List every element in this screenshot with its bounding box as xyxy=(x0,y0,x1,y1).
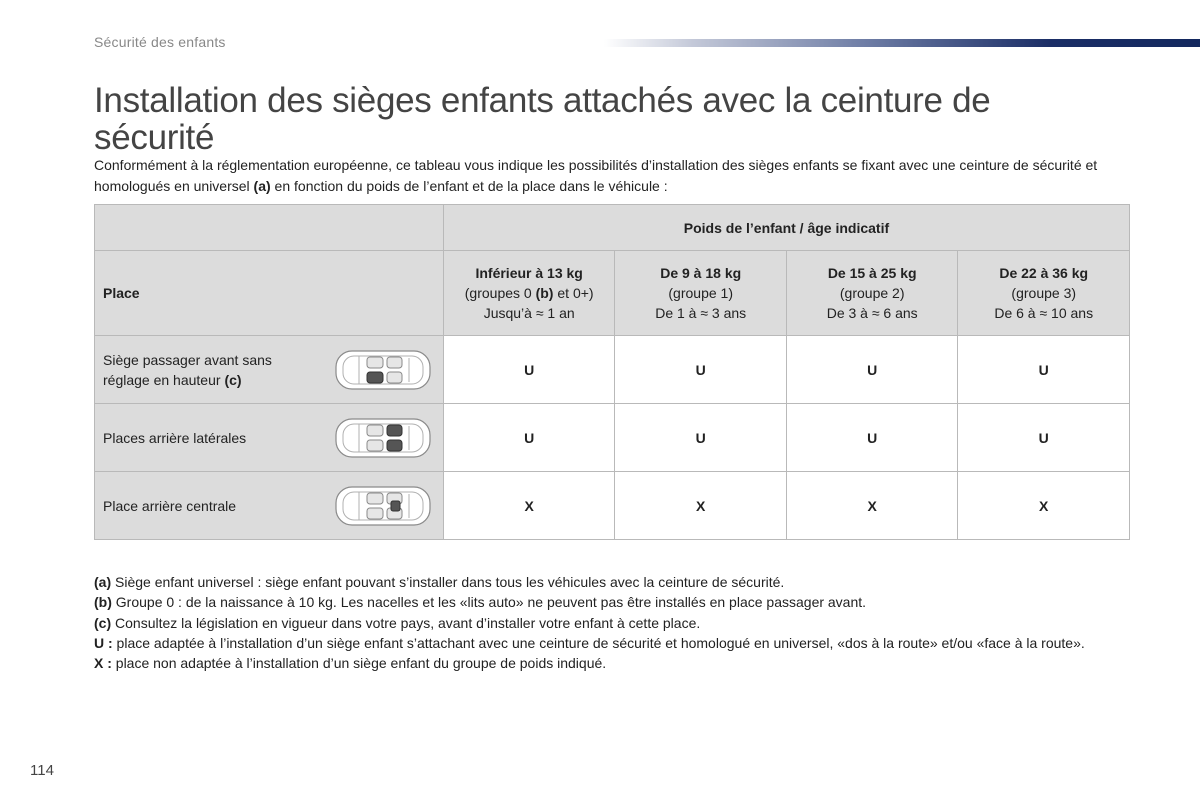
group-subtitle: (groupe 3) xyxy=(1011,285,1077,301)
page-title: Installation des sièges enfants attachés avec la ceinture de sécurité xyxy=(94,81,991,157)
table-top-header-row xyxy=(95,205,1130,251)
group-title: Inférieur à 13 kg xyxy=(475,265,583,281)
table-row xyxy=(95,404,1130,472)
car-rear-side-seats-icon xyxy=(333,414,433,462)
seat-ref-c: (c) xyxy=(224,371,242,388)
seat-place-cell xyxy=(95,404,444,472)
table-row xyxy=(95,336,1130,404)
seat-value-cell: U xyxy=(443,404,615,472)
seat-value-cell: U xyxy=(786,404,958,472)
intro-text-before: Conformément à la réglementation européenne, ce tableau vous indique les possibilités d’installation des sièges enfants se fixant avec une ceinture de sécurité et homologués en universel xyxy=(94,157,1098,194)
group-title: De 22 à 36 kg xyxy=(999,265,1089,281)
group-age: Jusqu’à ≈ 1 an xyxy=(483,305,575,321)
seat-value-cell: U xyxy=(786,336,958,404)
seat-value-cell: U xyxy=(958,404,1130,472)
intro-text-after: en fonction du poids de l’enfant et de la place dans le véhicule : xyxy=(270,178,668,194)
page-number: 114 xyxy=(30,762,54,779)
group-title: De 15 à 25 kg xyxy=(827,265,917,281)
group-subtitle: (groupe 1) xyxy=(668,285,733,301)
seat-value-cell: U xyxy=(443,336,615,404)
legend-x: X : place non adaptée à l’installation d’un siège enfant du groupe de poids indiqué. xyxy=(94,655,607,672)
group-header-1 xyxy=(615,251,787,336)
seat-value-cell: U xyxy=(615,404,787,472)
seat-place-label: Places arrière latérales xyxy=(103,429,247,446)
footnotes xyxy=(94,572,1134,673)
seat-value-cell: X xyxy=(958,472,1130,540)
seat-place-label: Place arrière centrale xyxy=(103,497,237,514)
group-header-3 xyxy=(958,251,1130,336)
group-age: De 1 à ≈ 3 ans xyxy=(655,305,747,321)
intro-ref-a: (a) xyxy=(253,178,271,194)
group-header-0 xyxy=(443,251,615,336)
seat-value-cell: X xyxy=(443,472,615,540)
seat-place-label: Siège passager avant sans réglage en hauteur (c) xyxy=(103,351,272,388)
footnote-b: (b) Groupe 0 : de la naissance à 10 kg. Les nacelles et les «lits auto» ne peuvent pas être installés en place passager avant. xyxy=(94,594,867,611)
weight-age-header: Poids de l’enfant / âge indicatif xyxy=(443,205,1129,251)
seat-place-cell xyxy=(95,472,444,540)
place-top-blank-cell xyxy=(95,205,444,251)
table-row xyxy=(95,472,1130,540)
child-seat-table xyxy=(94,204,1130,540)
place-header: Place xyxy=(95,251,444,336)
footnote-c: (c) Consultez la législation en vigueur dans votre pays, avant d’installer votre enfant à cette place. xyxy=(94,614,701,631)
group-subtitle: (groupe 2) xyxy=(839,285,905,301)
legend-u: U : place adaptée à l’installation d’un siège enfant s’attachant avec une ceinture de sécurité et homologué en universel, «dos à la route» et/ou «face à la route». xyxy=(94,634,1085,651)
group-age: De 3 à ≈ 6 ans xyxy=(826,305,918,321)
group-header-2 xyxy=(786,251,958,336)
group-title: De 9 à 18 kg xyxy=(660,265,742,281)
group-ref-b: (b) xyxy=(535,285,554,301)
seat-value-cell: U xyxy=(615,336,787,404)
group-age: De 6 à ≈ 10 ans xyxy=(994,305,1094,321)
section-label: Sécurité des enfants xyxy=(94,34,226,50)
footnote-a: (a) Siège enfant universel : siège enfant pouvant s’installer dans tous les véhicules avec la ceinture de sécurité. xyxy=(94,574,785,590)
seat-value-cell: X xyxy=(615,472,787,540)
car-rear-center-seat-icon xyxy=(333,482,433,530)
seat-value-cell: U xyxy=(958,336,1130,404)
table-group-header-row xyxy=(95,251,1130,336)
header-gradient-bar xyxy=(604,39,1200,47)
car-front-passenger-seat-icon xyxy=(333,346,433,394)
seat-place-cell xyxy=(95,336,444,404)
intro-paragraph xyxy=(94,155,1134,197)
group-subtitle: (groupes 0 (b) et 0+) xyxy=(464,285,594,301)
seat-value-cell: X xyxy=(786,472,958,540)
